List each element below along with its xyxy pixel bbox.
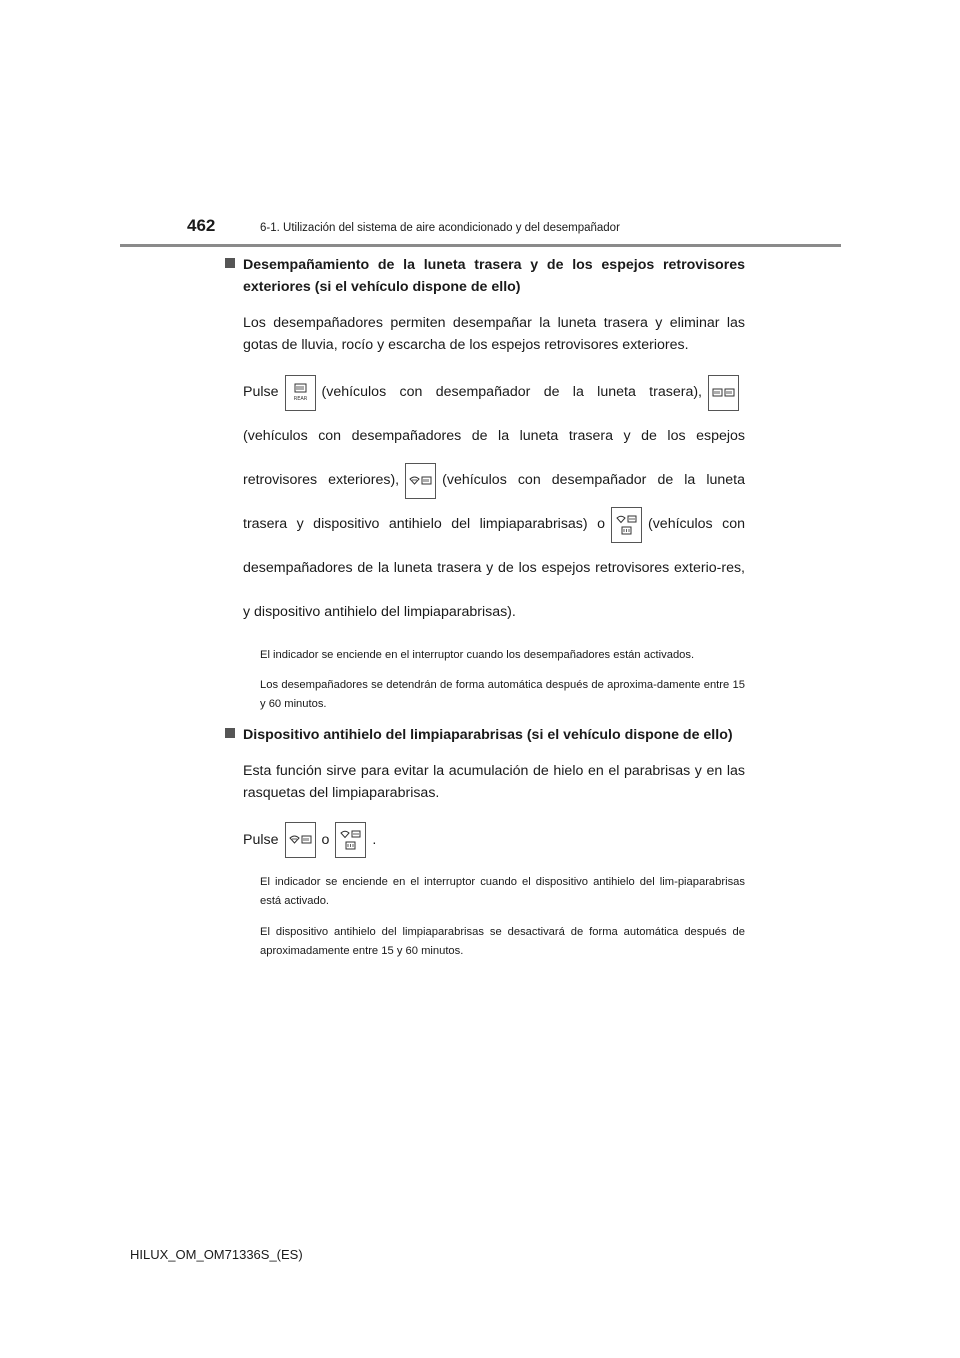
paragraph: Esta función sirve para evitar la acumulación de hielo en el parabrisas y en las rasquetas del limpiaparabrisas. (243, 762, 745, 801)
wiper-deicer-rear-button (405, 463, 436, 499)
page-content (225, 254, 745, 965)
text-run: (vehículos con desempañador de la luneta trasera y dispositivo antihielo del limpiaparabrisas) o (243, 472, 746, 533)
text-run: . (372, 832, 377, 849)
section-heading-defogger (225, 254, 745, 298)
page-number: 462 (187, 216, 216, 235)
wiper-deicer-all-icon (336, 823, 365, 857)
section-heading-wiper-deicer (225, 724, 745, 746)
paragraph-buttons (243, 370, 745, 634)
text-run: (vehículos con desempañador de la luneta trasera), (321, 384, 702, 401)
square-bullet-icon (225, 258, 235, 268)
heading-text: Desempañamiento de la luneta trasera y de los espejos retrovisores exteriores (si el vehículo dispone de ello) (243, 257, 745, 295)
note: El indicador se enciende en el interruptor cuando el dispositivo antihielo del lim-piaparabrisas está activado. (260, 876, 745, 908)
wiper-deicer-rear-icon (406, 464, 435, 498)
wiper-deicer-rear-icon (286, 823, 315, 857)
text-run: o (321, 832, 330, 849)
header-rule (120, 244, 841, 247)
rear-mirror-defogger-icon (709, 376, 738, 410)
text-run: (vehículos con desempañadores de la luneta trasera y de los espejos retrovisores exterio-res, y dispositivo antihielo del limpiaparabrisas). (243, 516, 745, 621)
section-title: 6-1. Utilización del sistema de aire acondicionado y del desempañador (260, 222, 620, 234)
footer-doc-id: HILUX_OM_OM71336S_(ES) (130, 1247, 303, 1262)
rear-defogger-icon (286, 376, 315, 410)
square-bullet-icon (225, 728, 235, 738)
text-run: (vehículos con desempañadores de la luneta trasera y de los espejos retrovisores exteriores), (243, 428, 745, 489)
wiper-deicer-all-button (335, 822, 366, 858)
wiper-deicer-all-button (611, 507, 642, 543)
text-run: Pulse (243, 384, 279, 401)
paragraph-buttons (243, 818, 745, 862)
note: El indicador se enciende en el interruptor cuando los desempañadores están activados. (260, 648, 695, 661)
rear-label: REAR (293, 395, 307, 402)
rear-mirror-defogger-button (708, 375, 739, 411)
heading-text: Dispositivo antihielo del limpiaparabrisas (si el vehículo dispone de ello) (243, 726, 733, 743)
paragraph: Los desempañadores permiten desempañar la luneta trasera y eliminar las gotas de lluvia, rocío y escarcha de los espejos retrovisores exteriores. (243, 315, 745, 354)
wiper-deicer-rear-button (285, 822, 316, 858)
text-run: Pulse (243, 832, 279, 849)
note: Los desempañadores se detendrán de forma automática después de aproxima-damente entre 15 y 60 minutos. (260, 678, 745, 710)
rear-defogger-button (285, 375, 316, 411)
wiper-deicer-all-icon (612, 508, 641, 542)
note: El dispositivo antihielo del limpiaparabrisas se desactivará de forma automática después de aproximadamente entre 15 y 60 minutos. (260, 925, 745, 957)
